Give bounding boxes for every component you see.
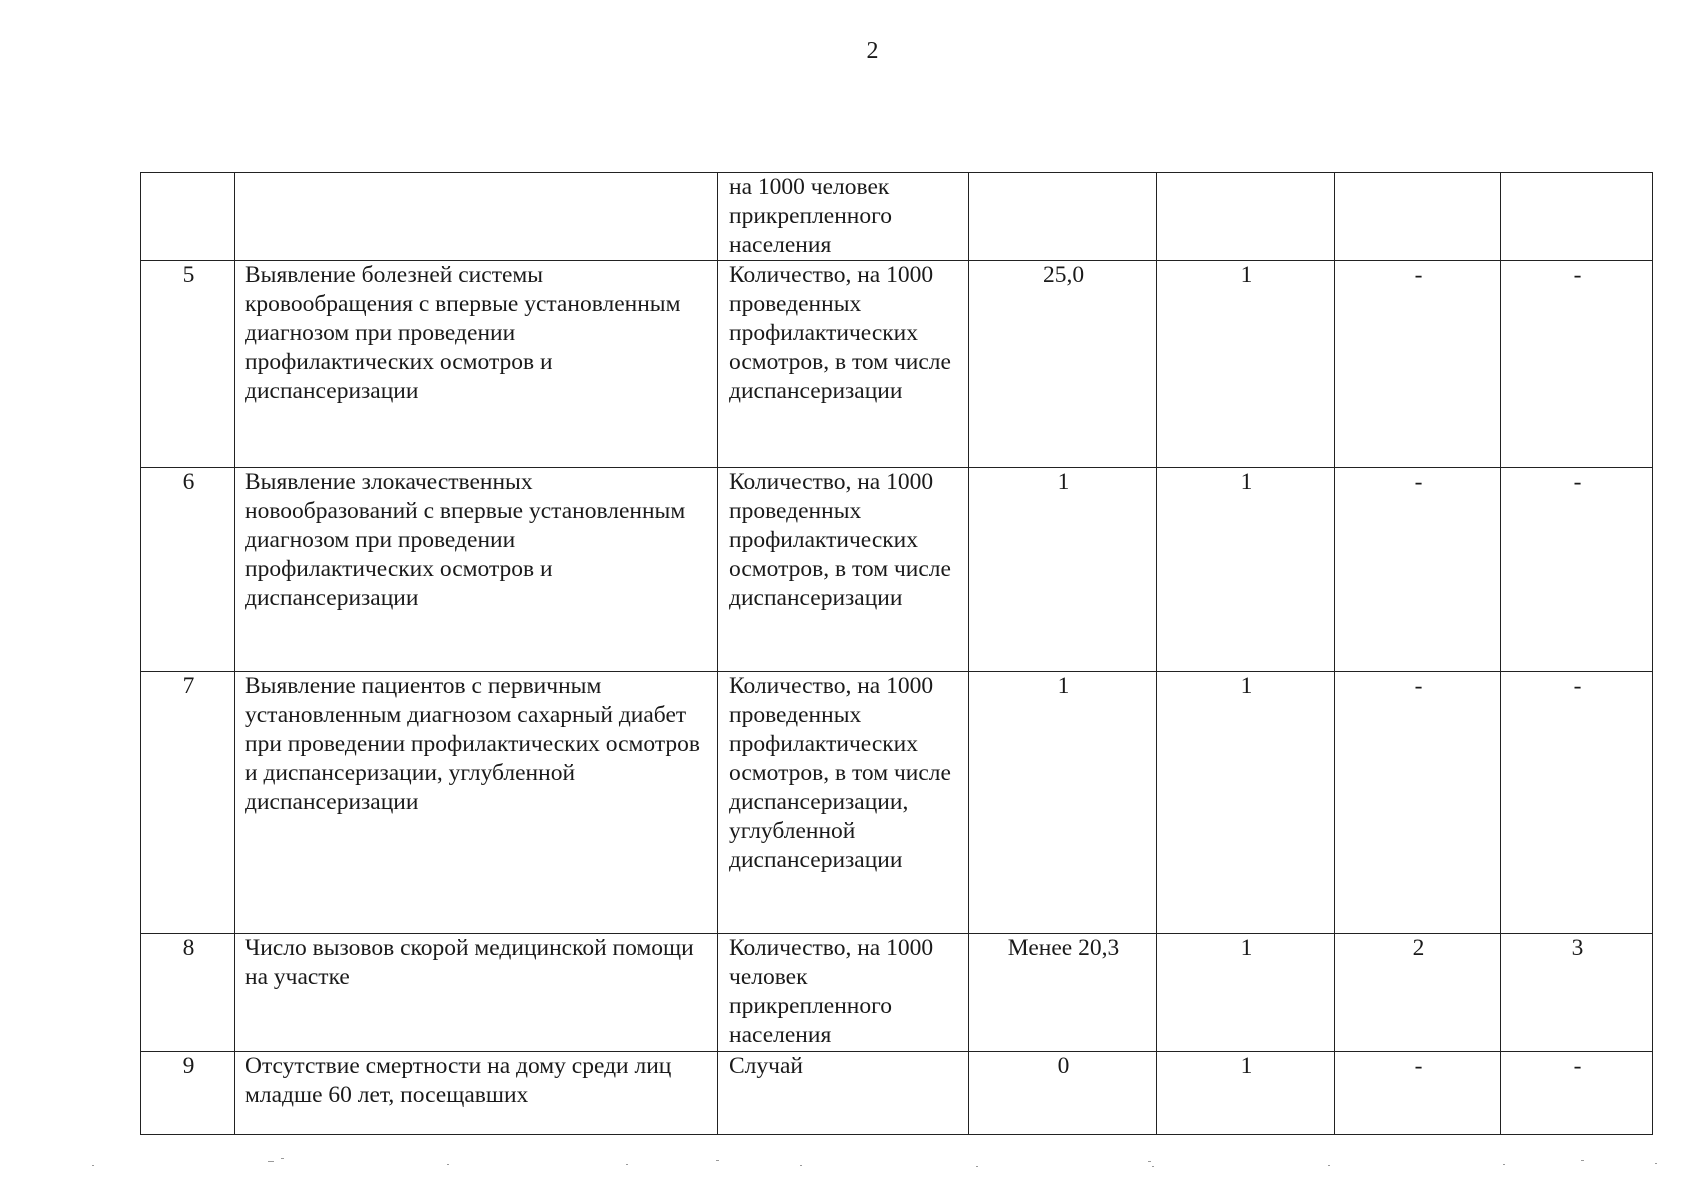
table-row [141, 934, 1653, 1052]
row-number-cell: 9 [141, 1052, 235, 1135]
row-number-cell: 5 [141, 261, 235, 468]
score-1-cell: 1 [1157, 672, 1335, 934]
row-number-cell: 6 [141, 468, 235, 672]
score-2-cell: - [1335, 468, 1501, 672]
target-value-cell [969, 173, 1157, 261]
score-1-cell: 1 [1157, 1052, 1335, 1135]
unit-cell: Количество, на 1000 проведенных профилактических осмотров, в том числе диспансеризации [718, 468, 969, 672]
score-1-cell: 1 [1157, 261, 1335, 468]
indicator-cell: Выявление пациентов с первичным установленным диагнозом сахарный диабет при проведении профилактических осмотров и диспансеризации, углубленной диспансеризации [235, 672, 718, 934]
indicator-cell: Выявление злокачественных новообразований с впервые установленным диагнозом при проведении профилактических осмотров и диспансеризации [235, 468, 718, 672]
score-3-cell: - [1501, 672, 1653, 934]
page-number: 2 [866, 38, 879, 64]
score-2-cell: - [1335, 261, 1501, 468]
unit-cell: Количество, на 1000 проведенных профилактических осмотров, в том числе диспансеризации, углубленной диспансеризации [718, 672, 969, 934]
indicator-cell: Отсутствие смертности на дому среди лиц младше 60 лет, посещавших [235, 1052, 718, 1135]
unit-cell: Случай [718, 1052, 969, 1135]
score-3-cell [1501, 173, 1653, 261]
indicators-table [140, 172, 1653, 1135]
target-value-cell: Менее 20,3 [969, 934, 1157, 1052]
score-2-cell: - [1335, 672, 1501, 934]
score-2-cell: - [1335, 1052, 1501, 1135]
table-row [141, 1052, 1653, 1135]
indicator-cell: Число вызовов скорой медицинской помощи на участке [235, 934, 718, 1052]
target-value-cell: 25,0 [969, 261, 1157, 468]
score-3-cell: - [1501, 1052, 1653, 1135]
row-number-cell: 7 [141, 672, 235, 934]
row-number-cell [141, 173, 235, 261]
score-3-cell: - [1501, 468, 1653, 672]
score-3-cell: 3 [1501, 934, 1653, 1052]
row-number-cell: 8 [141, 934, 235, 1052]
scan-artifacts [0, 1155, 1697, 1175]
score-2-cell [1335, 173, 1501, 261]
unit-cell: на 1000 человек прикрепленного населения [718, 173, 969, 261]
target-value-cell: 1 [969, 468, 1157, 672]
indicator-cell [235, 173, 718, 261]
table-row [141, 261, 1653, 468]
score-1-cell: 1 [1157, 468, 1335, 672]
unit-cell: Количество, на 1000 человек прикрепленного населения [718, 934, 969, 1052]
unit-cell: Количество, на 1000 проведенных профилактических осмотров, в том числе диспансеризации [718, 261, 969, 468]
target-value-cell: 0 [969, 1052, 1157, 1135]
score-2-cell: 2 [1335, 934, 1501, 1052]
target-value-cell: 1 [969, 672, 1157, 934]
indicator-cell: Выявление болезней системы кровообращения с впервые установленным диагнозом при проведении профилактических осмотров и диспансеризации [235, 261, 718, 468]
table-row [141, 672, 1653, 934]
score-1-cell: 1 [1157, 934, 1335, 1052]
table-row [141, 468, 1653, 672]
score-3-cell: - [1501, 261, 1653, 468]
score-1-cell [1157, 173, 1335, 261]
table-row [141, 173, 1653, 261]
